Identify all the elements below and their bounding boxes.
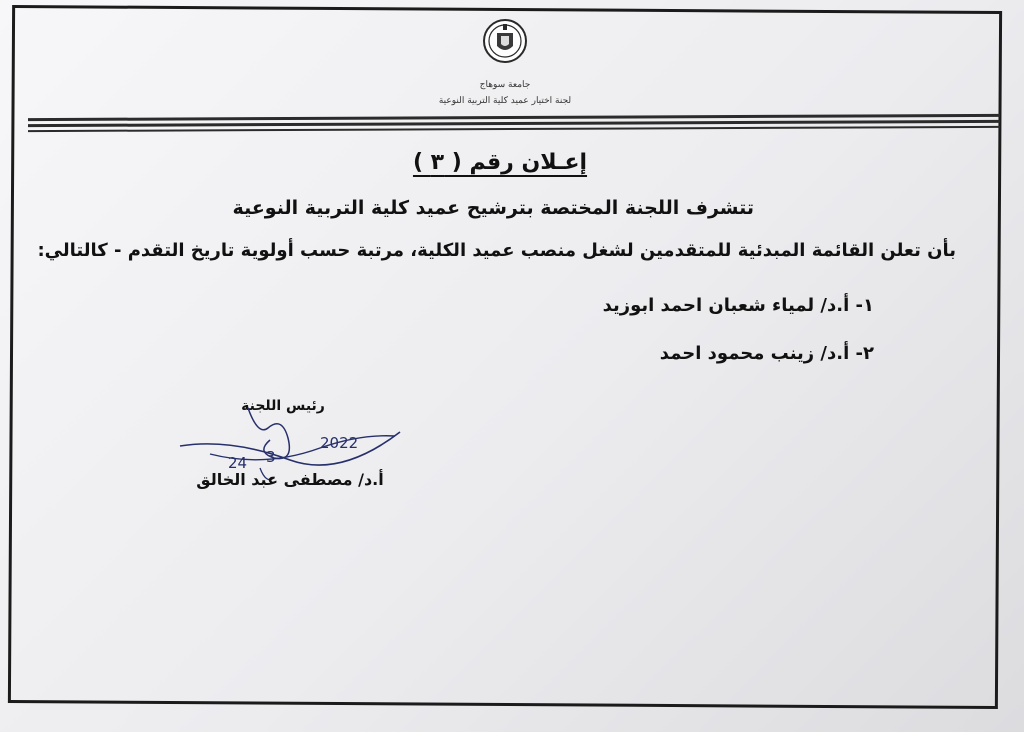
announcement-line-1: تتشرف اللجنة المختصة بترشيح عميد كلية التربية النوعية [232,197,754,219]
university-seal-icon [482,16,528,66]
university-name: جامعة سوهاج [479,80,531,90]
chair-name: أ.د/ مصطفى عبد الخالق [196,470,384,489]
chair-title: رئيس اللجنة [241,398,325,414]
signature-date-day: 24 [228,454,248,472]
candidate-item: ١- أ.د/ لمياء شعبان احمد ابوزيد [602,295,874,316]
candidate-item: ٢- أ.د/ زينب محمود احمد [659,343,874,364]
signature-date-year: 2022 [320,434,359,452]
signature-date-month: 3 [266,448,276,466]
announcement-line-2: بأن تعلن القائمة المبدئية للمتقدمين لشغل منصب عميد الكلية، مرتبة حسب أولوية تاريخ التقدم - كالتالي: [37,240,956,261]
announcement-title: إعـلان رقم ( ٣ ) [412,150,588,175]
committee-name: لجنة اختيار عميد كلية التربية النوعية [438,96,572,106]
